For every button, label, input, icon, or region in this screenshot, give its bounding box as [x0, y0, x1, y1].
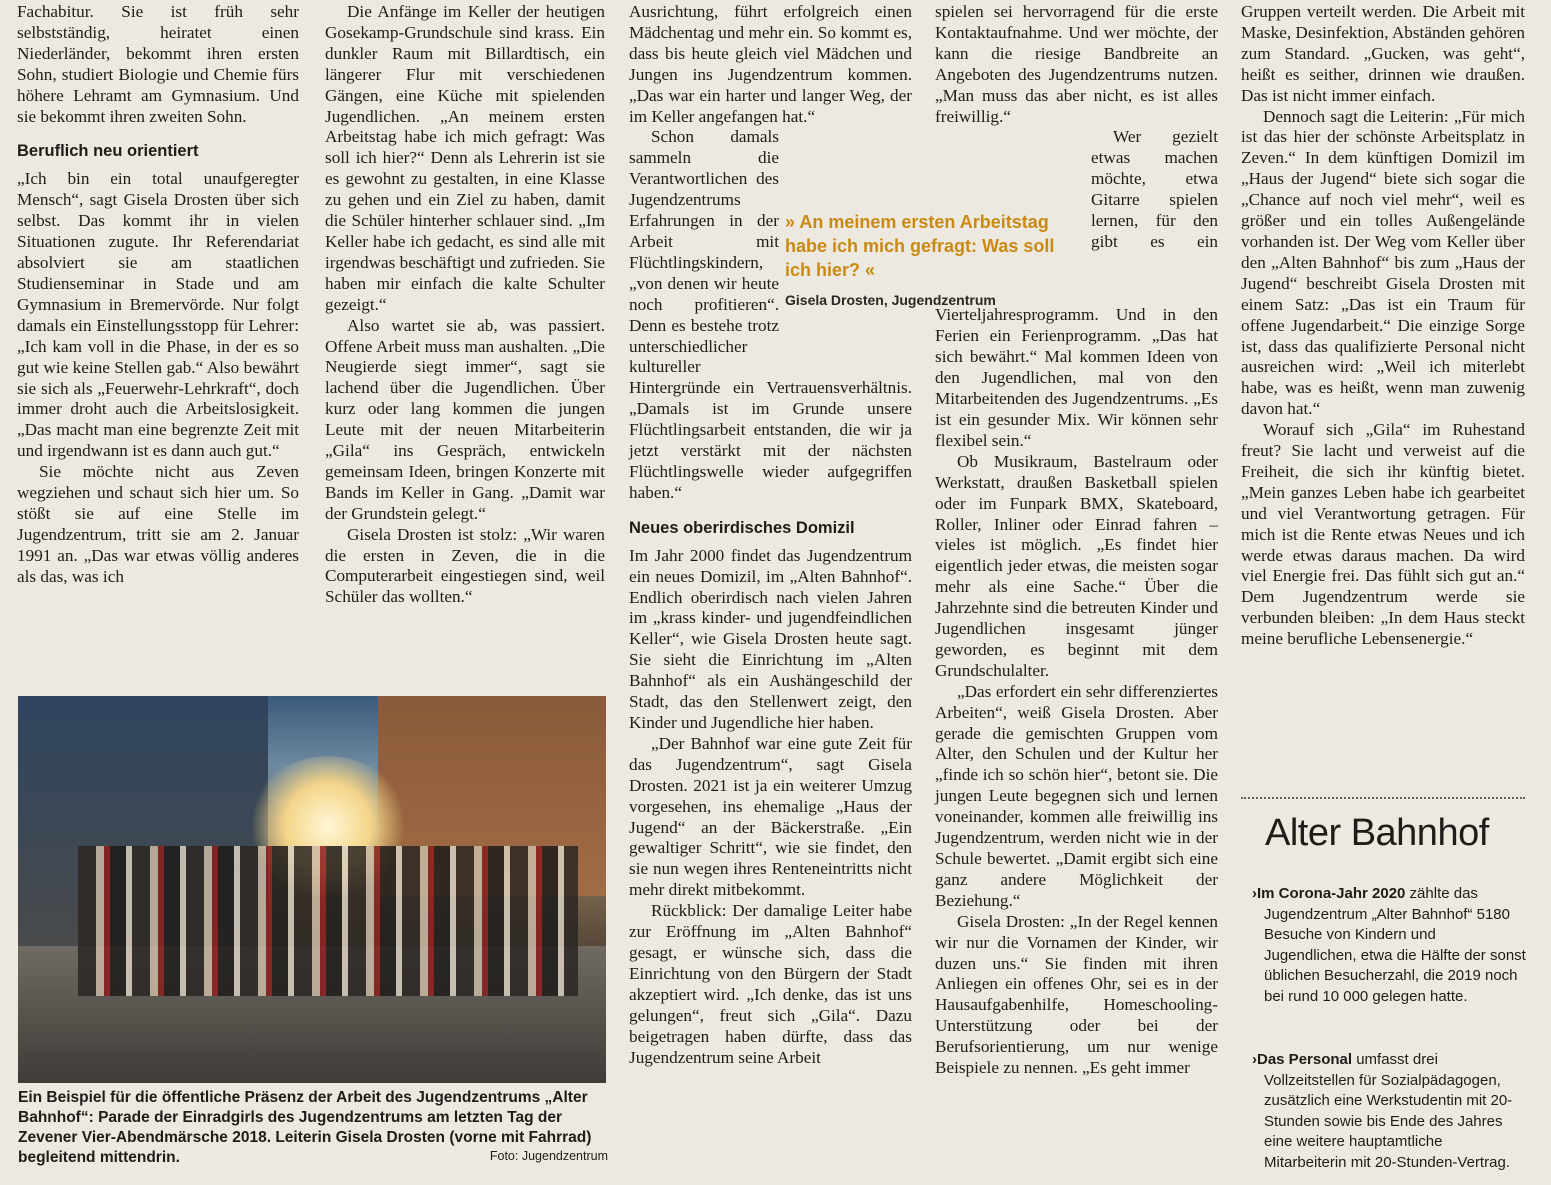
article-column-3	[629, 2, 912, 1068]
infobox-title: Alter Bahnhof	[1265, 812, 1489, 854]
parade-photo	[18, 696, 606, 1083]
pull-quote	[785, 210, 1085, 308]
paragraph: Sie möchte nicht aus Zeven wegziehen und schaut sich hier um. So stößt sie auf eine Stelle im Jugendzentrum, tritt sie am 2. Januar 1991 an. „Das war etwas völlig anderes als das, was ich	[17, 462, 299, 586]
divider	[1241, 797, 1525, 799]
article-column-2	[325, 2, 605, 608]
subheading: Beruflich neu orientiert	[17, 142, 199, 161]
paragraph: Die Anfänge im Keller der heutigen Gosekamp-Grundschule sind krass. Ein dunkler Raum mit Billardtisch, ein längerer Flur mit verschiedenen Gängen, eine Küche mit spielenden Jugendlichen. „An meinem ersten Arbeitstag habe ich mich gefragt: Was soll ich hier?“ Denn als Lehrerin ist sie es gewohnt zu gestalten, in eine Klasse zu gehen und ein Ziel zu haben, damit die Schüler hinterher schlauer sind. „Im Keller habe ich gedacht, es sind alle mit irgendwas beschäftigt und zufrieden. Sie haben mir einfach die kalte Schulter gezeigt.“	[325, 2, 605, 314]
bullet-arrow-icon: ›	[1252, 885, 1257, 902]
paragraph: Wer gezielt etwas machen möchte, etwa Gitarre spielen lernen, für den gibt es ein Vierteljahresprogramm. Und in den Ferien ein Ferienprogramm. „Das hat sich bewährt.“ Mal kommen Ideen von den Jugendlichen, mal von den Mitarbeitenden des Jugendzentrums. „Es ist ein gesunder Mix. Wir können sehr flexibel sein.“	[935, 127, 1218, 450]
infobox-item-text: umfasst drei Vollzeitstellen für Sozialpädagogen, zusätzlich eine Werkstudentin mit 20-Stunden sowie bis Ende des Jahres eine weitere hauptamtliche Mitarbeiterin mit 20-Stunden-Vertrag.	[1264, 1051, 1513, 1171]
infobox-item-lead: Das Personal	[1257, 1051, 1353, 1068]
article-column-4	[935, 2, 1218, 1079]
pull-quote-source: Gisela Drosten, Jugendzentrum	[785, 292, 996, 308]
paragraph: Im Jahr 2000 findet das Jugendzentrum ein neues Domizil, im „Alten Bahnhof“. Endlich oberirdisch nach vielen Jahren im „krass kinder- und jugendfeindlichen Keller“, wie Gisela Drosten heute sagt. Sie sieht die Einrichtung im „Alten Bahnhof“ als ein Aushängeschild der Stadt, das den Stellenwert zeigt, den Kinder und Jugendliche hier haben.	[629, 545, 912, 732]
paragraph: Gisela Drosten: „In der Regel kennen wir nur die Vornamen der Kinder, wir duzen uns.“ Sie finden mit ihren Anliegen ein offenes Ohr, sei es in der Hausaufgabenhilfe, Homeschooling-Unterstützung oder bei der Berufsorientierung, um nur wenige Beispiele zu nennen. „Es geht immer	[935, 911, 1218, 1078]
paragraph: Dennoch sagt die Leiterin: „Für mich ist das hier der schönste Arbeitsplatz in Zeven.“ In dem künftigen Domizil im „Haus der Jugend“ biete sich sogar die „Chance auf noch viel mehr“, weil es größer und ein tolles Außengelände vorhanden ist. Der Weg vom Keller über den „Alten Bahnhof“ bis zum „Haus der Jugend“ beschreibt Gisela Drosten mit einem Satz: „Das ist ein Traum für offene Jugendarbeit.“ Die einzige Sorge ist, dass das qualifizierte Personal nicht ausreichen wird: „Weil ich miterlebt habe, was es heißt, wenn man zuwenig davon hat.“	[1241, 106, 1525, 419]
photo-caption	[18, 1088, 608, 1168]
pull-quote-text: » An meinem ersten Arbeitstag habe ich mich gefragt: Was soll ich hier? «	[785, 212, 1055, 280]
caption-text-start: Ein Beispiel für die	[18, 1089, 162, 1106]
paragraph: Schon damals sammeln die Verantwortlichen des Jugendzentrums Erfahrungen in der Arbeit mit Flüchtlingskindern, „von denen wir heute noch profitieren“. Denn es bestehe trotz unterschiedlicher kultureller Hintergründe ein Vertrauensverhältnis. „Damals ist im Grunde unsere Flüchtlingsarbeit entstanden, die wir ja jetzt verstärkt mit der nächsten Flüchtlingswelle wieder aufgegriffen haben.“	[629, 127, 912, 502]
photo-crowd	[78, 846, 578, 996]
infobox-item	[1252, 1050, 1526, 1173]
infobox-item-lead: Im Corona-Jahr 2020	[1257, 885, 1406, 902]
paragraph: Ausrichtung, führt erfolgreich einen Mädchentag und mehr ein. So kommt es, dass bis heute gleich viel Mädchen und Jungen ins Jugendzentrum kommen. „Das war ein harter und langer Weg, der im Keller angefangen hat.“	[629, 2, 912, 126]
infobox-item	[1252, 884, 1526, 1007]
paragraph: „Ich bin ein total unaufgeregter Mensch“, sagt Gisela Drosten über sich selbst. Das kommt ihr in vielen Situationen zugute. Ihr Referendariat absolviert sie am staatlichen Studienseminar in Stade und am Gymnasium in Bremervörde. Nur folgt damals ein Einstellungsstopp für Lehrer: „Ich kam voll in die Phase, in der es so gut wie keine Stellen gab.“ Also bewährt sie sich als „Feuerwehr-Lehrkraft“, doch immer droht auch die Arbeitslosigkeit. „Das macht man eine begrenzte Zeit mit und irgendwann ist es dann auch gut.“	[17, 169, 299, 461]
bullet-arrow-icon: ›	[1252, 1051, 1257, 1068]
paragraph: Gisela Drosten ist stolz: „Wir waren die ersten in Zeven, die in die Computerarbeit eingestiegen sind, weil Schüler das wollten.“	[325, 524, 605, 607]
article-column-1	[17, 2, 299, 588]
paragraph: Rückblick: Der damalige Leiter habe zur Eröffnung im „Alten Bahnhof“ gesagt, er wünsche sich, dass die Einrichtung von den Bürgern der Stadt akzeptiert wird. „Ich denke, das ist uns gelungen“, freut sich „Gila“. Dazu beigetragen haben dürfte, dass das Jugendzentrum seine Arbeit	[629, 901, 912, 1067]
caption-text-end: der Arbeit des Jugendzentrums „Alter Bahnhof“: Parade der Einradgirls des Jugendzentrums am letzten Tag der Zevener Vier-Abendmärsche 2018. Leiterin Gisela Drosten (vorne mit Fahrrad) begleitend mittendrin.	[18, 1089, 592, 1166]
caption-emphasis: öffentliche Präsenz	[161, 1089, 304, 1106]
paragraph: spielen sei hervorragend für die erste Kontaktaufnahme. Und wer möchte, der kann die riesige Bandbreite an Angeboten des Jugendzentrums nutzen. „Man muss das aber nicht, es ist alles freiwillig.“	[935, 2, 1218, 126]
paragraph: „Der Bahnhof war eine gute Zeit für das Jugendzentrum“, sagt Gisela Drosten. 2021 ist ja ein weiterer Umzug vorgesehen, ins ehemalige „Haus der Jugend“ an der Bäckerstraße. „Ein gewaltiger Schritt“, wie sie findet, den sie nun wegen ihres Renteneintritts nicht mehr direkt mitbekommt.	[629, 733, 912, 900]
paragraph: „Das erfordert ein sehr differenziertes Arbeiten“, weiß Gisela Drosten. Aber gerade die gemischten Gruppen vom Alter, den Schulen und der Kultur her „finde ich so schön hier“, betont sie. Die jungen Leute begegnen sich und lernen voneinander, kommen alle freiwillig ins Jugendzentrum, werden nicht wie in der Schule bewertet. „Damit ergibt sich eine ganz andere Möglichkeit der Beziehung.“	[935, 681, 1218, 910]
paragraph: Gruppen verteilt werden. Die Arbeit mit Maske, Desinfektion, Abständen gehören zum Standard. „Gucken, was geht“, heißt es seither, drinnen wie draußen. Das ist nicht immer einfach.	[1241, 2, 1526, 105]
subheading: Neues oberirdisches Domizil	[629, 518, 855, 537]
article-column-5	[1241, 2, 1525, 650]
infobox-item-text: zählte das Jugendzentrum „Alter Bahnhof“ 5180 Besuche von Kindern und Jugendlichen, etwa die Hälfte der sonst üblichen Besucherzahl, die 2019 noch bei rund 10 000 gelegen hatte.	[1264, 885, 1526, 1005]
paragraph: Worauf sich „Gila“ im Ruhestand freut? Sie lacht und verweist auf die Freiheit, die sich ihr künftig bietet. „Mein ganzes Leben habe ich gearbeitet und viel Verantwortung getragen. Für mich ist die Rente etwas Neues und ich werde etwas daraus machen. Da wird viel Energie frei. Das fühlt sich gut an.“ Dem Jugendzentrum werde sie verbunden bleiben: „In dem Haus steckt meine berufliche Lebensenergie.“	[1241, 420, 1525, 649]
paragraph: Fachabitur. Sie ist früh sehr selbstständig, heiratet einen Niederländer, bekommt ihren ersten Sohn, studiert Biologie und Chemie fürs höhere Lehramt am Gymnasium. Und sie bekommt ihren zweiten Sohn.	[17, 2, 299, 126]
paragraph: Also wartet sie ab, was passiert. Offene Arbeit muss man aushalten. „Die Neugierde siegt immer“, sagt sie lachend über die Jugendlichen. Über kurz oder lang kommen die jungen Leute mit der neuen Mitarbeiterin „Gila“ ins Gespräch, entwickeln gemeinsam Ideen, bringen Konzerte mit Bands im Keller in Gang. „Damit war der Grundstein gelegt.“	[325, 315, 605, 523]
paragraph: Ob Musikraum, Bastelraum oder Werkstatt, draußen Basketball spielen oder im Funpark BMX, Skateboard, Roller, Inliner oder Einrad fahren – vieles ist möglich. „Es findet hier eigentlich jeder etwas, die meisten sogar mehr als eine Sache.“ Über die Jahrzehnte sind die betreuten Kinder und Jugendlichen insgesamt jünger geworden, es beginnt mit dem Grundschulalter.	[935, 451, 1218, 680]
photo-credit: Foto: Jugendzentrum	[489, 1149, 608, 1163]
